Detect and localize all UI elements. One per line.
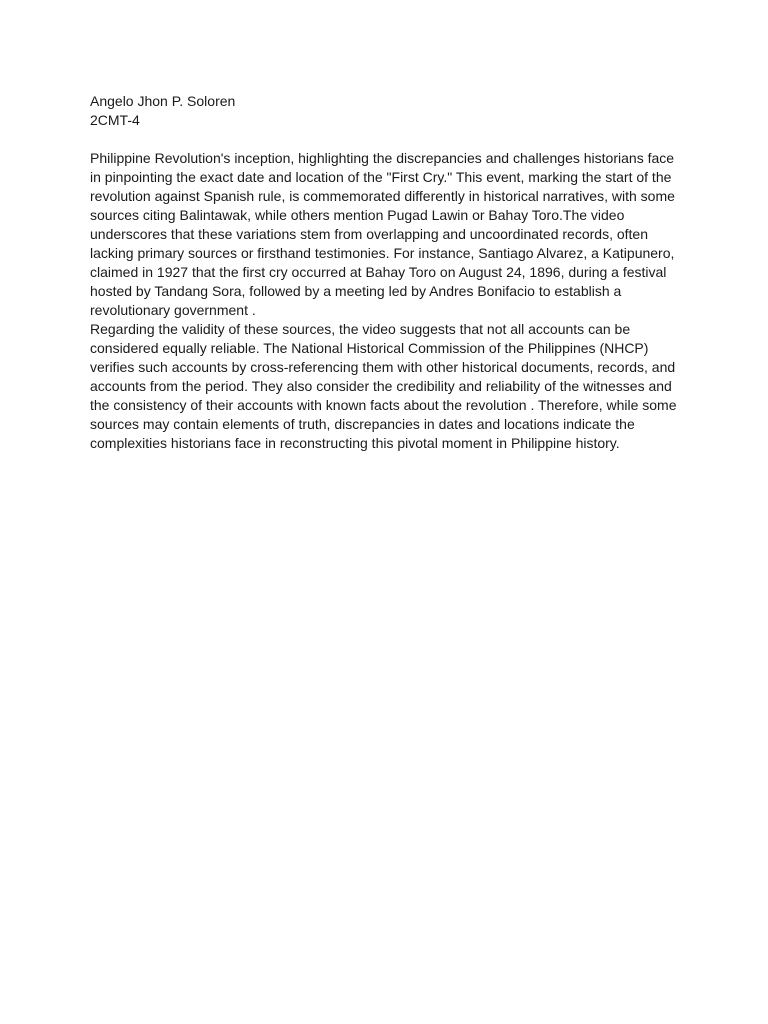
body-paragraph-1: Philippine Revolution's inception, highlighting the discrepancies and challenges historians face in pinpointing the exact date and location of the "First Cry." This event, marking the start of the revolution against Spanish rule, is commemorated differently in historical narratives, with some sources citing Balintawak, while others mention Pugad Lawin or Bahay Toro.The video underscores that these variations stem from overlapping and uncoordinated records, often lacking primary sources or firsthand testimonies. For instance, Santiago Alvarez, a Katipunero, claimed in 1927 that the first cry occurred at Bahay Toro on August 24, 1896, during a festival hosted by Tandang Sora, followed by a meeting led by Andres Bonifacio to establish a revolutionary government . — [90, 150, 675, 318]
author-name: Angelo Jhon P. Soloren — [90, 93, 236, 109]
section-code: 2CMT-4 — [90, 112, 140, 128]
blank-line — [90, 130, 680, 149]
body-paragraph-2: Regarding the validity of these sources, the video suggests that not all accounts can be considered equally reliable. The National Historical Commission of the Philippines (NHCP) verifies such accounts by cross-referencing them with other historical documents, records, and accounts from the period. They also consider the credibility and reliability of the witnesses and the consistency of their accounts with known facts about the revolution . Therefore, while some sources may contain elements of truth, discrepancies in dates and locations indicate the complexities historians face in reconstructing this pivotal moment in Philippine history. — [90, 321, 677, 451]
